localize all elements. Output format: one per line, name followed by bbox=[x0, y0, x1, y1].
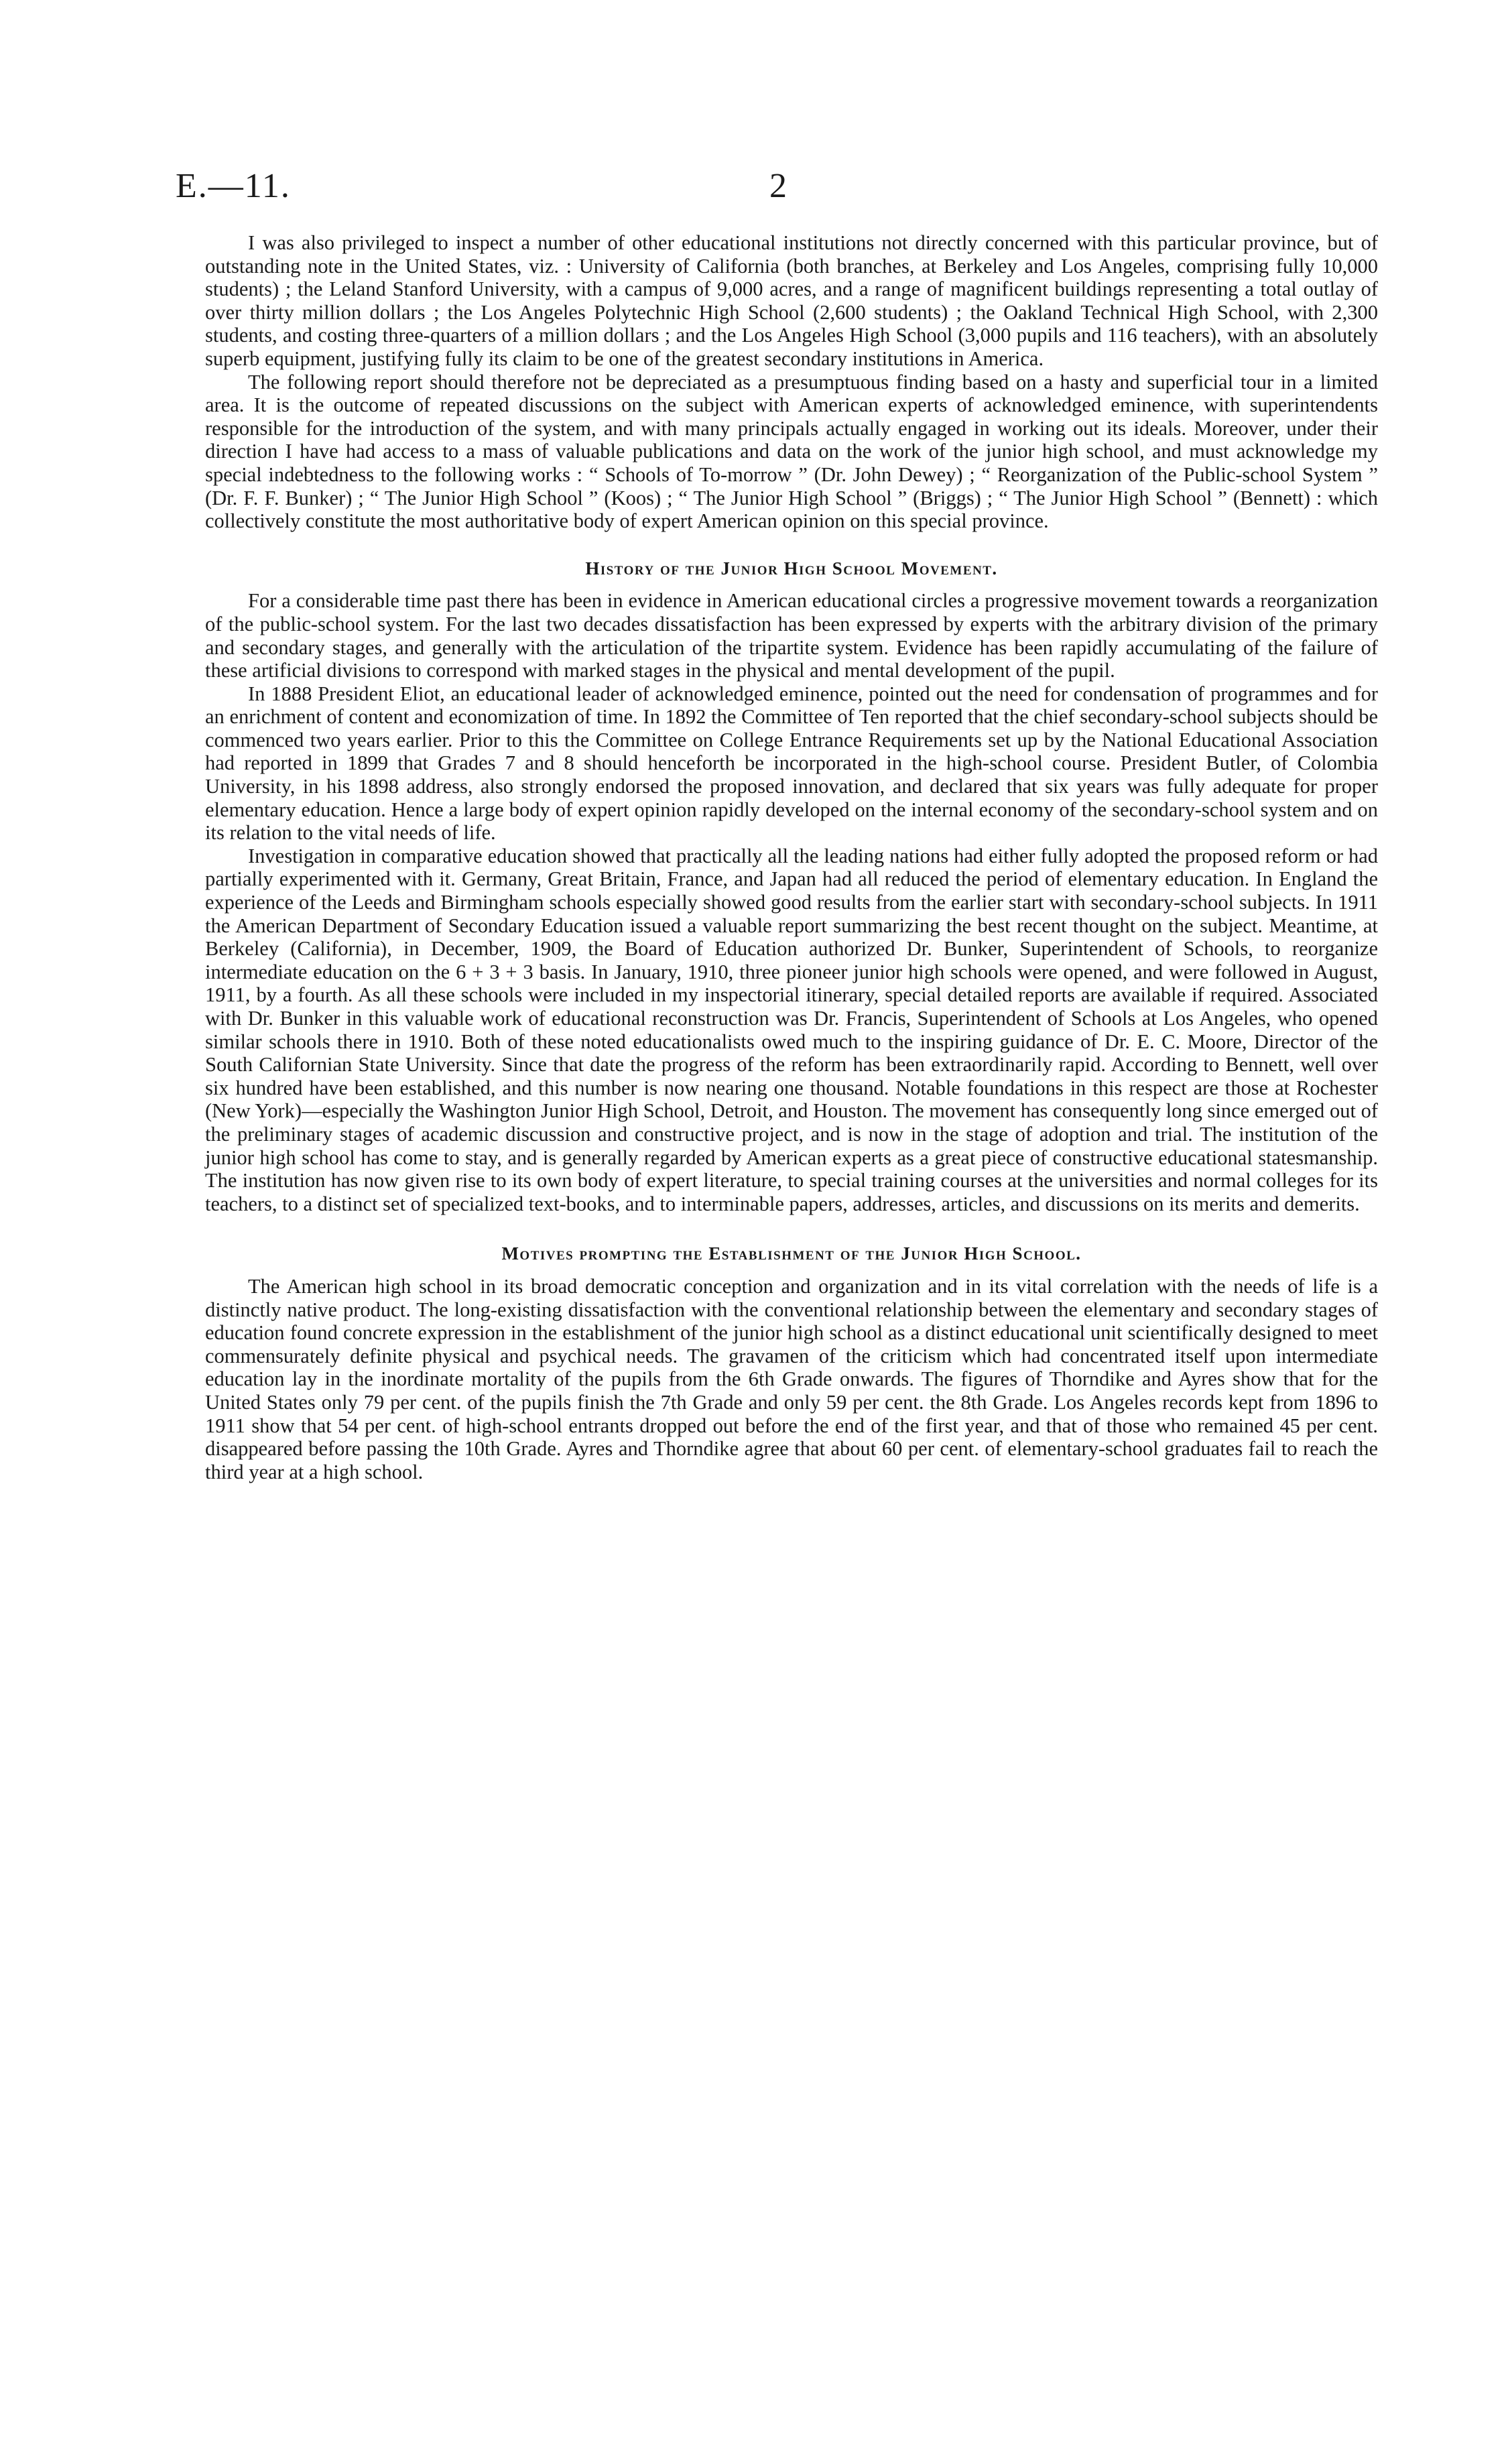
section-heading-motives: Motives prompting the Establishment of the Junior High School. bbox=[501, 1243, 1082, 1264]
paragraph: The American high school in its broad democratic conception and organization and in its vital correlation with the needs of life is a distinctly native product. The long-existing dissatisfaction with the conventional relationship between the elementary and secondary stages of education found concrete expression in the establishment of the junior high school as a distinct educational unit scientifically designed to meet commensurately definite physical and psychical needs. The gravamen of the criticism which had concentrated itself upon intermediate education lay in the inordinate mortality of the pupils from the 6th Grade onwards. The figures of Thorndike and Ayres show that for the United States only 79 per cent. of the pupils finish the 7th Grade and only 59 per cent. the 8th Grade. Los Angeles records kept from 1896 to 1911 show that 54 per cent. of high-school entrants dropped out before the end of the first year, and that of those who remained 45 per cent. disappeared before passing the 10th Grade. Ayres and Thorndike agree that about 60 per cent. of elementary-school graduates fail to reach the third year at a high school. bbox=[205, 1274, 1378, 1483]
paragraph: In 1888 President Eliot, an educational leader of acknowledged eminence, pointed out the need for condensation of programmes and for an enrichment of content and economization of time. In 1892 the Committee of Ten reported that the chief secondary-school subjects should be commenced two years earlier. Prior to this the Committee on College Entrance Requirements set up by the National Educational Association had reported in 1899 that Grades 7 and 8 should henceforth be incorporated in the high-school course. President Butler, of Colombia University, in his 1898 address, also strongly endorsed the proposed innovation, and declared that six years was fully adequate for proper elementary education. Hence a large body of expert opinion rapidly developed on the internal economy of the secondary-school system and on its relation to the vital needs of life. bbox=[205, 682, 1378, 845]
document-body bbox=[205, 231, 1378, 1483]
paragraph: I was also privileged to inspect a number of other educational institutions not directly concerned with this particular province, but of outstanding note in the United States, viz. : University of California (both branches, at Berkeley and Los Angeles, comprising fully 10,000 students) ; the Leland Stanford University, with a campus of 9,000 acres, and a range of magnificent buildings representing a total outlay of over thirty million dollars ; the Los Angeles Polytechnic High School (2,600 students) ; the Oakland Technical High School, with 2,300 students, and costing three-quarters of a million dollars ; and the Los Angeles High School (3,000 pupils and 116 teachers), with an absolutely superb equipment, justifying fully its claim to be one of the greatest secondary institutions in America. bbox=[205, 231, 1378, 370]
section-heading-history: History of the Junior High School Movement. bbox=[585, 558, 998, 578]
page-number: 2 bbox=[769, 167, 787, 205]
paragraph: Investigation in comparative education showed that practically all the leading nations had either fully adopted the proposed reform or had partially experimented with it. Germany, Great Britain, France, and Japan had all reduced the period of elementary education. In England the experience of the Leeds and Birmingham schools especially showed good results from the earlier start with secondary-school subjects. In 1911 the American Department of Secondary Education issued a valuable report summarizing the best recent thought on the subject. Meantime, at Berkeley (California), in December, 1909, the Board of Education authorized Dr. Bunker, Superintendent of Schools, to reorganize intermediate education on the 6 + 3 + 3 basis. In January, 1910, three pioneer junior high schools were opened, and were followed in August, 1911, by a fourth. As all these schools were included in my inspectorial itinerary, special detailed reports are available if required. Associated with Dr. Bunker in this valuable work of educational reconstruction was Dr. Francis, Superintendent of Schools at Los Angeles, who opened similar schools there in 1910. Both of these noted educationalists owed much to the inspiring guidance of Dr. E. C. Moore, Director of the South Californian State University. Since that date the progress of the reform has been extraordinarily rapid. According to Bennett, well over six hundred have been established, and this number is now nearing one thousand. Notable foundations in this respect are those at Rochester (New York)—especially the Washington Junior High School, Detroit, and Houston. The movement has consequently long since emerged out of the preliminary stages of academic discussion and constructive project, and is now in the stage of adoption and trial. The institution of the junior high school has come to stay, and is generally regarded by American experts as a great piece of constructive educational statesmanship. The institution has now given rise to its own body of expert literature, to special training courses at the universities and normal colleges for its teachers, to a distinct set of specialized text-books, and to interminable papers, addresses, articles, and discussions on its merits and demerits. bbox=[205, 844, 1378, 1215]
paragraph: The following report should therefore not be depreciated as a presumptuous finding based on a hasty and superficial tour in a limited area. It is the outcome of repeated discussions on the subject with American experts of acknowledged eminence, with superintendents responsible for the introduction of the system, and with many principals actually engaged in working out its ideals. Moreover, under their direction I have had access to a mass of valuable publications and data on the work of the junior high school, and must acknowledge my special indebtedness to the following works : “ Schools of To-morrow ” (Dr. John Dewey) ; “ Reorganization of the Public-school System ” (Dr. F. F. Bunker) ; “ The Junior High School ” (Koos) ; “ The Junior High School ” (Briggs) ; “ The Junior High School ” (Bennett) : which collectively constitute the most authoritative body of expert American opinion on this special province. bbox=[205, 370, 1378, 533]
document-code: E.—11. bbox=[176, 167, 291, 205]
paragraph: For a considerable time past there has been in evidence in American educational circles a progressive movement towards a reorganization of the public-school system. For the last two decades dissatisfaction has been expressed by experts with the arbitrary division of the primary and secondary stages, and generally with the articulation of the tripartite system. Evidence has been rapidly accumulating of the failure of these artificial divisions to correspond with marked stages in the physical and mental development of the pupil. bbox=[205, 589, 1378, 682]
